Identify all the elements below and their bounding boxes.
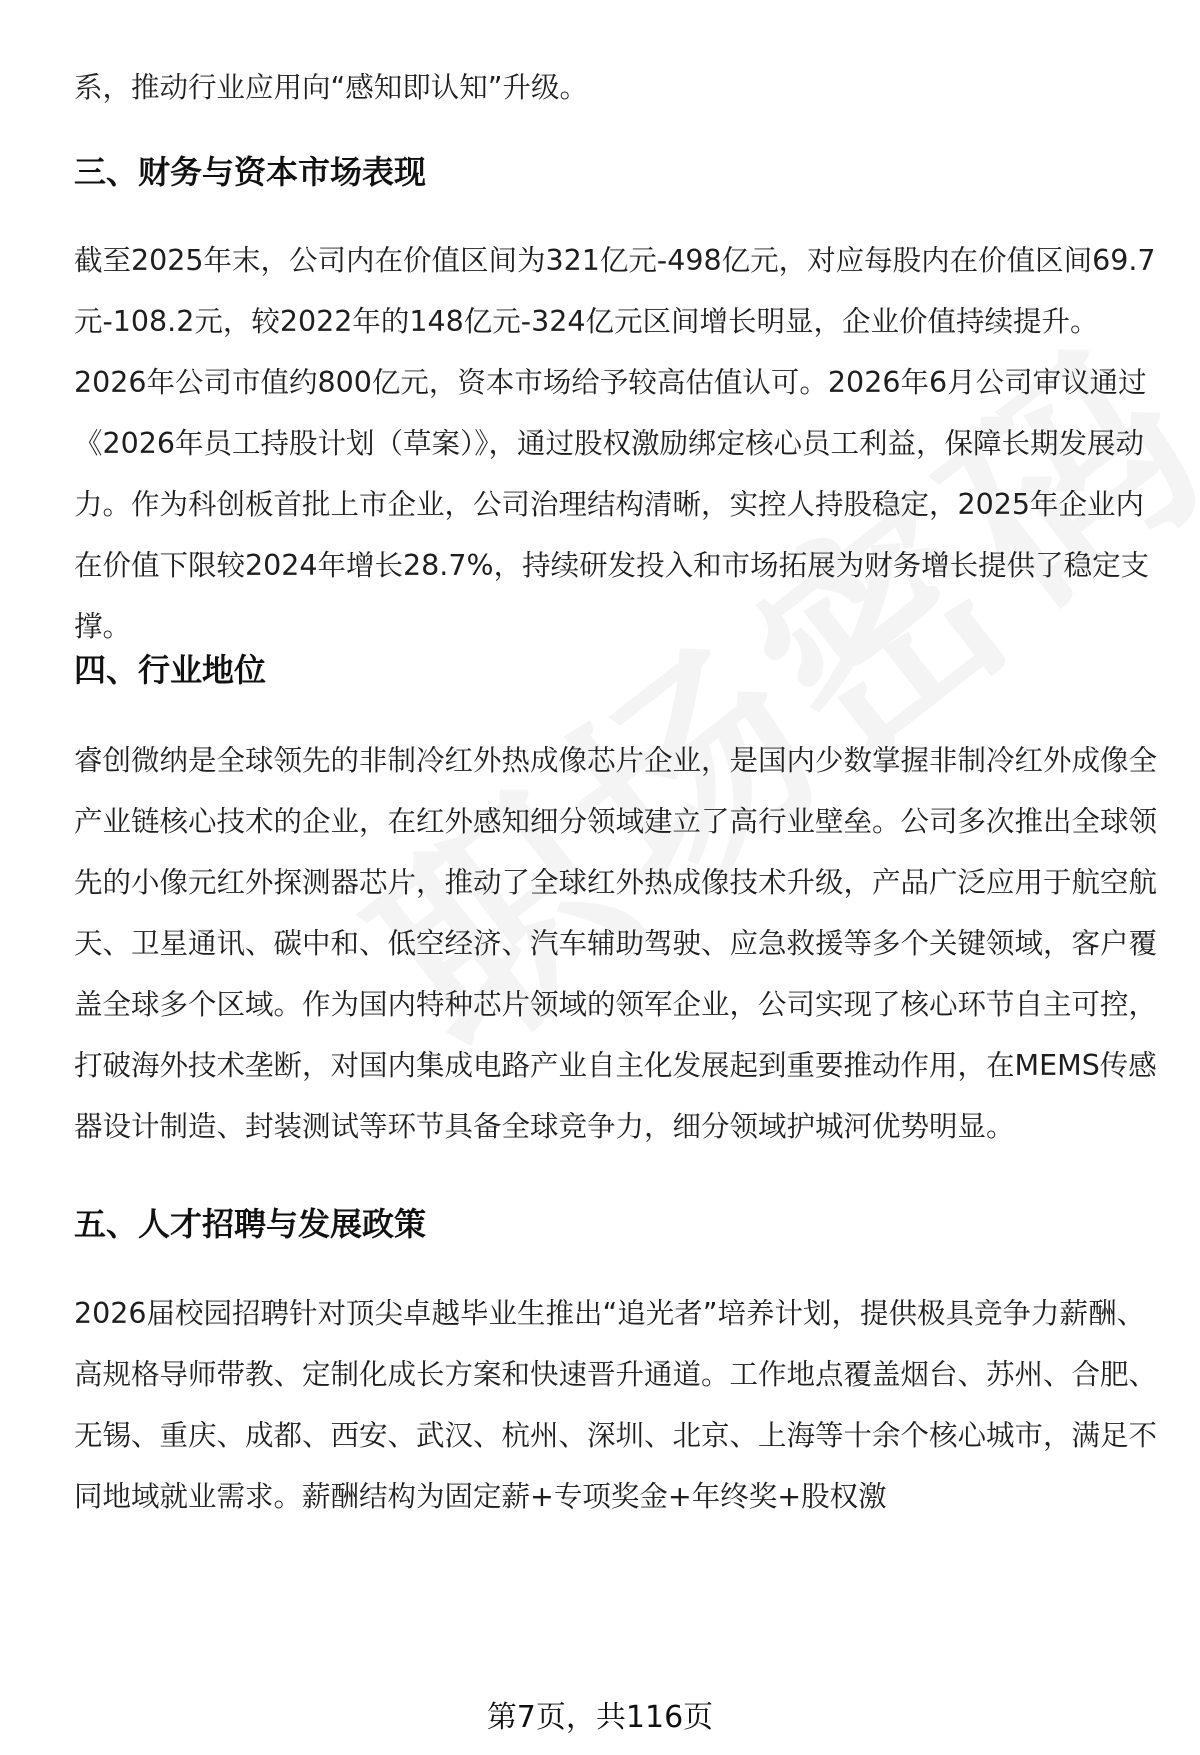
section-3-heading: 三、财务与资本市场表现 [74, 153, 427, 191]
section-5-heading: 五、人才招聘与发展政策 [74, 1205, 427, 1243]
section-3-body: 截至2025年末，公司内在价值区间为321亿元-498亿元，对应每股内在价值区间69.7元-108.2元，较2022年的148亿元-324亿元区间增长明显，企业价值持续提升。2026年公司市值约800亿元，资本市场给予较高估值认可。2026年6月公司审议通过《2026年员工持股计划（草案）》，通过股权激励绑定核心员工利益，保障长期发展动力。作为科创板首批上市企业，公司治理结构清晰，实控人持股稳定，2025年企业内在价值下限较2024年增长28.7%，持续研发投入和市场拓展为财务增长提供了稳定支撑。 [74, 244, 1156, 643]
section-4-heading: 四、行业地位 [74, 651, 267, 689]
section-5-body: 2026届校园招聘针对顶尖卓越毕业生推出“追光者”培养计划，提供极具竞争力薪酬、高规格导师带教、定制化成长方案和快速晋升通道。工作地点覆盖烟台、苏州、合肥、无锡、重庆、成都、西安、武汉、杭州、深圳、北京、上海等十余个核心城市，满足不同地域就业需求。薪酬结构为固定薪+专项奖金+年终奖+股权激 [74, 1297, 1158, 1513]
intro-tail-paragraph: 系，推动行业应用向“感知即认知”升级。 [74, 71, 589, 104]
page-number-footer: 第7页，共116页 [486, 1700, 714, 1735]
section-4-body: 睿创微纳是全球领先的非制冷红外热成像芯片企业，是国内少数掌握非制冷红外成像全产业链核心技术的企业，在红外感知细分领域建立了高行业壁垒。公司多次推出全球领先的小像元红外探测器芯片，推动了全球红外热成像技术升级，产品广泛应用于航空航天、卫星通讯、碳中和、低空经济、汽车辅助驾驶、应急救援等多个关键领域，客户覆盖全球多个区域。作为国内特种芯片领域的领军企业，公司实现了核心环节自主可控，打破海外技术垄断，对国内集成电路产业自主化发展起到重要推动作用，在MEMS传感器设计制造、封装测试等环节具备全球竞争力，细分领域护城河优势明显。 [74, 744, 1158, 1143]
